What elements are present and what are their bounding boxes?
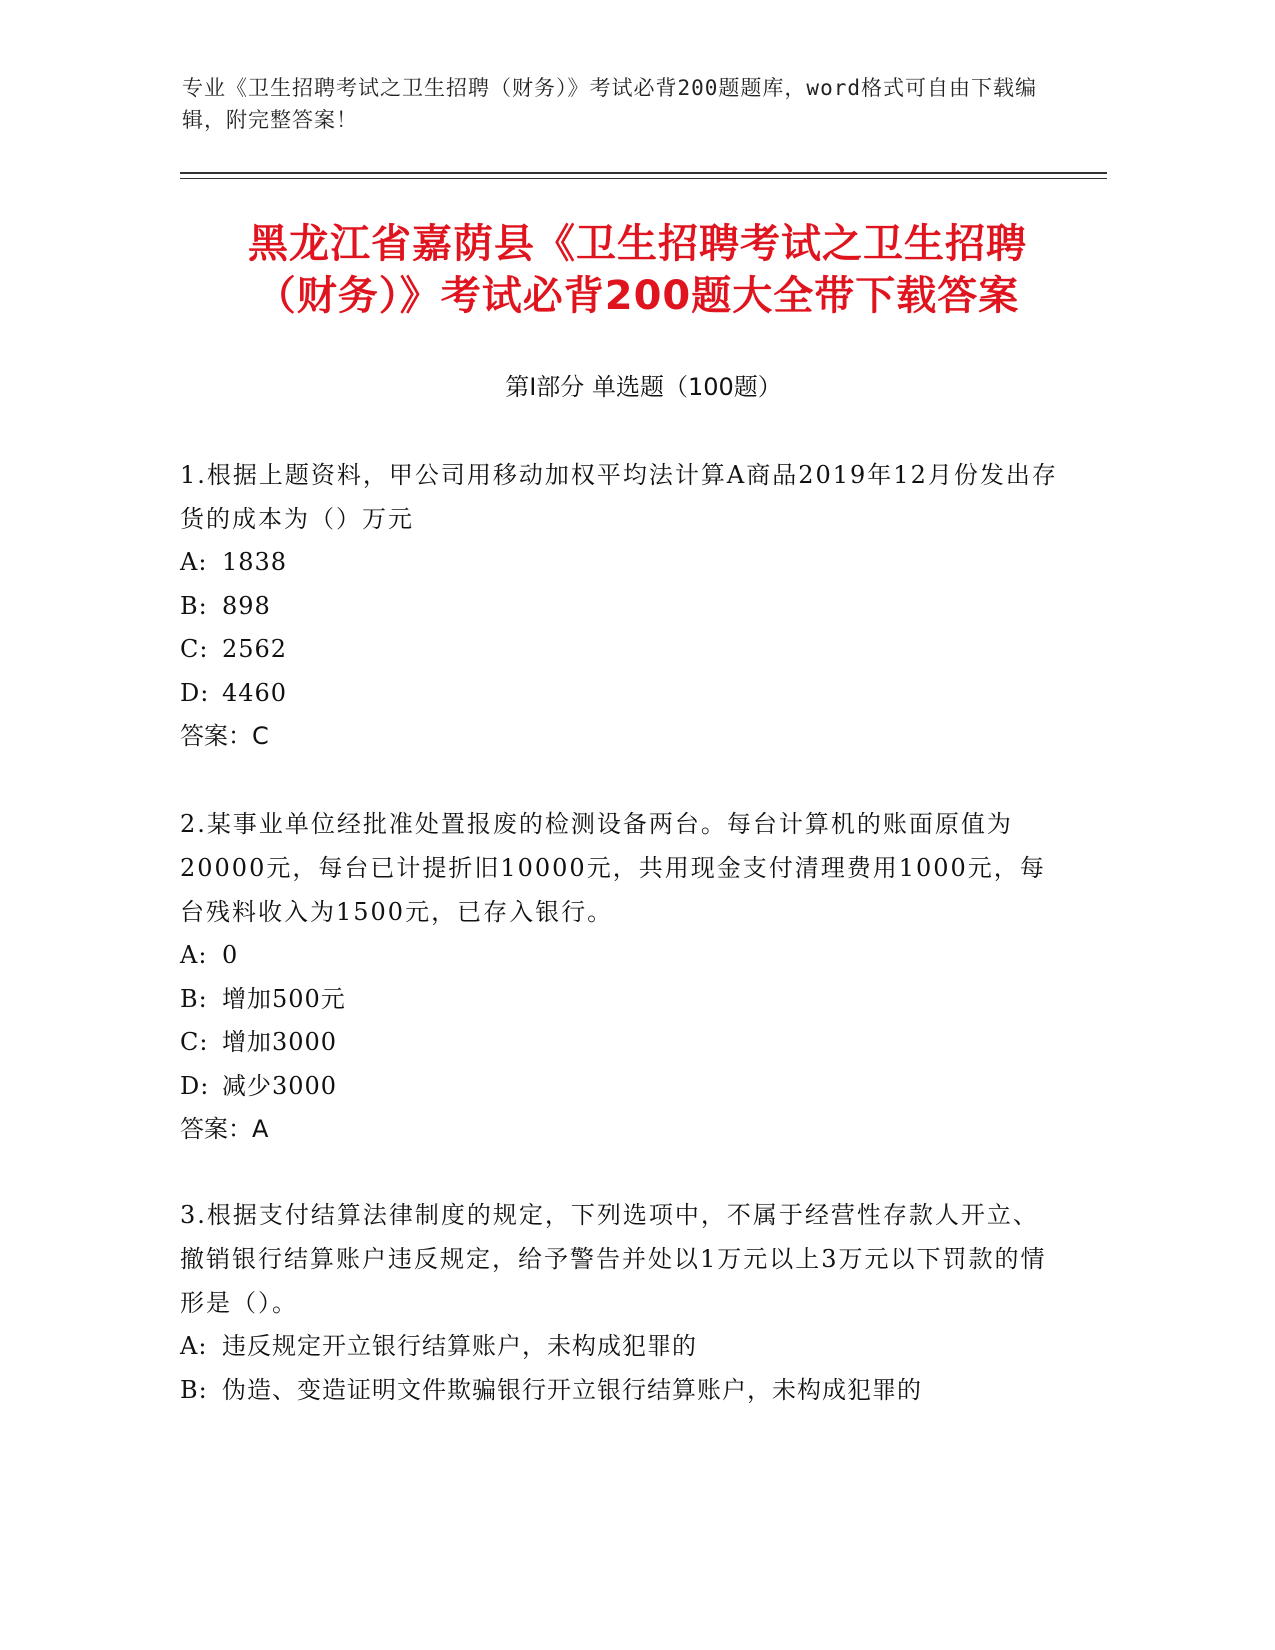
option-text: 违反规定开立银行结算账户，未构成犯罪的 — [222, 1332, 697, 1360]
answer-line: 答案：C — [180, 722, 269, 750]
question-stem: 2.某事业单位经批准处置报废的检测设备两台。每台计算机的账面原值为20000元，每台已计提折旧10000元，共用现金支付清理费用1000元，每台残料收入为1500元，已存入银行。 — [180, 810, 1046, 926]
option-b — [180, 978, 1060, 1022]
option-text: 0 — [222, 941, 239, 969]
option-text: 4460 — [222, 678, 288, 707]
option-text: 增加3000 — [222, 1028, 338, 1056]
option-b — [180, 1369, 1060, 1413]
option-key: D: — [180, 678, 210, 707]
option-key: C: — [180, 635, 209, 663]
option-key: C: — [180, 1028, 209, 1056]
option-text: 伪造、变造证明文件欺骗银行开立银行结算账户，未构成犯罪的 — [222, 1375, 922, 1404]
question-stem: 3.根据支付结算法律制度的规定，下列选项中，不属于经营性存款人开立、撤销银行结算账户违反规定，给予警告并处以1万元以上3万元以下罚款的情形是（）。 — [180, 1201, 1047, 1317]
option-text: 增加500元 — [222, 984, 346, 1013]
question-3 — [180, 1193, 1060, 1412]
option-key: A: — [180, 1332, 208, 1360]
option-key: B: — [180, 1375, 208, 1404]
document-title-line-2: （财务）》考试必背200题大全带下载答案 — [255, 273, 1020, 319]
question-1 — [180, 453, 1060, 758]
option-c — [180, 1021, 1060, 1065]
header-note: 专业《卫生招聘考试之卫生招聘（财务）》考试必背200题题库，word格式可自由下载编辑，附完整答案！ — [182, 76, 1037, 132]
option-a — [180, 934, 1060, 978]
option-d — [180, 1065, 1060, 1109]
option-b — [180, 585, 1060, 629]
document-title — [170, 218, 1105, 322]
header-divider-thin — [180, 178, 1107, 179]
option-c — [180, 628, 1060, 672]
option-key: A: — [180, 548, 208, 576]
option-key: B: — [180, 591, 208, 620]
option-text: 2562 — [222, 635, 288, 663]
option-key: A: — [180, 941, 208, 969]
option-text: 898 — [222, 591, 271, 620]
option-text: 减少3000 — [222, 1071, 338, 1100]
option-a — [180, 541, 1060, 585]
option-key: B: — [180, 984, 208, 1013]
answer-line: 答案：A — [180, 1115, 269, 1143]
question-stem: 1.根据上题资料，甲公司用移动加权平均法计算A商品2019年12月份发出存货的成本为（）万元 — [180, 461, 1058, 533]
document-title-line-1: 黑龙江省嘉荫县《卫生招聘考试之卫生招聘 — [248, 221, 1027, 267]
option-a — [180, 1325, 1060, 1369]
header-divider-thick — [180, 172, 1107, 174]
section-heading: 第Ⅰ部分 单选题（100题） — [505, 373, 782, 401]
option-d — [180, 672, 1060, 716]
option-key: D: — [180, 1071, 210, 1100]
option-text: 1838 — [222, 548, 288, 576]
question-2 — [180, 802, 1060, 1151]
